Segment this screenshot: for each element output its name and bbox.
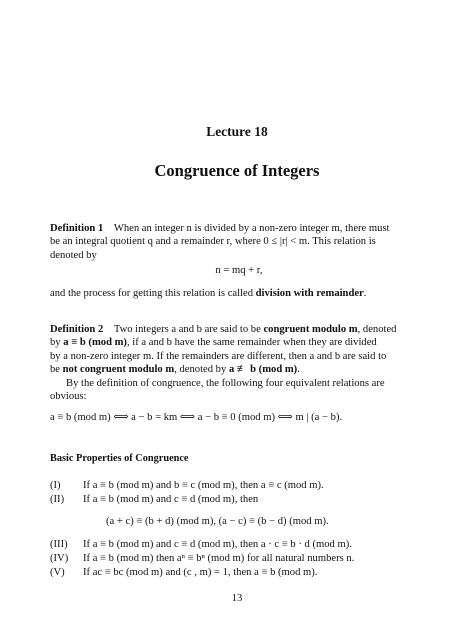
not-congruent-term: not congruent modulo m — [62, 364, 175, 376]
page-title: Congruence of Integers — [154, 161, 320, 180]
page-number: 13 — [231, 593, 243, 604]
property-2-equations: (a + c) ≡ (b + d) (mod m), (a − c) ≡ (b − d) (mod m). — [106, 516, 329, 527]
congruence-notation: a ≡ b (mod m) — [63, 337, 127, 349]
definition-1-line-2: be an integral quotient q and a remainder r, where 0 ≤ |r| < m. This relation is — [50, 236, 376, 248]
division-equation: n = mq + r, — [215, 265, 263, 276]
definition-2 — [50, 323, 428, 403]
definition-1-line-1 — [50, 222, 428, 235]
property-2 — [50, 494, 258, 505]
definition-2-text: Two integers a and b are said to be — [113, 324, 264, 335]
congruent-modulo-term: congruent modulo m — [263, 324, 358, 335]
property-number: (I) — [50, 480, 61, 491]
definition-2-text: , denoted by — [174, 364, 229, 376]
property-text: If ac ≡ bc (mod m) and (c , m) = 1, then a ≡ b (mod m). — [83, 567, 318, 578]
section-heading: Basic Properties of Congruence — [50, 453, 189, 464]
definition-2-line-1 — [50, 323, 428, 336]
definition-1-label: Definition 1 — [50, 223, 104, 234]
definition-2-line-3: by a non-zero integer m. If the remainders are different, then a and b are said to — [50, 350, 387, 362]
definition-2-line-4 — [50, 363, 428, 376]
conclusion-period: . — [363, 288, 367, 299]
definition-2-text: by — [50, 337, 64, 349]
property-1 — [50, 480, 324, 491]
property-5 — [50, 567, 317, 578]
definition-1-text: When an integer n is divided by a non-zero integer m, there must — [113, 223, 390, 234]
property-4 — [50, 553, 354, 564]
property-number: (IV) — [50, 553, 69, 564]
definition-1-line-3: denoted by — [50, 249, 97, 261]
definition-1 — [50, 222, 428, 262]
property-text: If a ≡ b (mod m) and c ≡ d (mod m), then a · c ≡ b · d (mod m). — [83, 539, 352, 550]
property-number: (III) — [50, 539, 68, 550]
property-3 — [50, 539, 352, 550]
definition-2-label: Definition 2 — [50, 324, 104, 335]
property-text: If a ≡ b (mod m) and b ≡ c (mod m), then a ≡ c (mod m). — [83, 480, 324, 491]
definition-2-line-6: obvious: — [50, 391, 87, 403]
conclusion-text: and the process for getting this relation is called — [50, 288, 256, 299]
not-congruent-notation: a ≢ b (mod m) — [228, 364, 298, 376]
property-text: If a ≡ b (mod m) then aⁿ ≡ bⁿ (mod m) for all natural numbers n. — [83, 553, 355, 564]
lecture-heading: Lecture 18 — [206, 124, 268, 139]
property-text: If a ≡ b (mod m) and c ≡ d (mod m), then — [83, 494, 259, 505]
property-number: (V) — [50, 567, 65, 578]
equivalence-relation: a ≡ b (mod m) ⟺ a − b = km ⟺ a − b ≡ 0 (mod m) ⟺ m | (a − b). — [50, 412, 343, 423]
definition-2-text: , if a and b have the same remainder when they are divided — [126, 337, 377, 349]
definition-2-line-2 — [50, 336, 428, 349]
definition-2-text: be — [50, 364, 63, 376]
division-with-remainder-term: division with remainder — [255, 288, 364, 299]
definition-2-text: , denoted — [357, 324, 397, 335]
definition-1-conclusion — [50, 287, 428, 300]
definition-2-line-5: By the definition of congruence, the following four equivalent relations are — [66, 377, 385, 389]
property-number: (II) — [50, 494, 65, 505]
definition-2-text: . — [297, 364, 300, 376]
